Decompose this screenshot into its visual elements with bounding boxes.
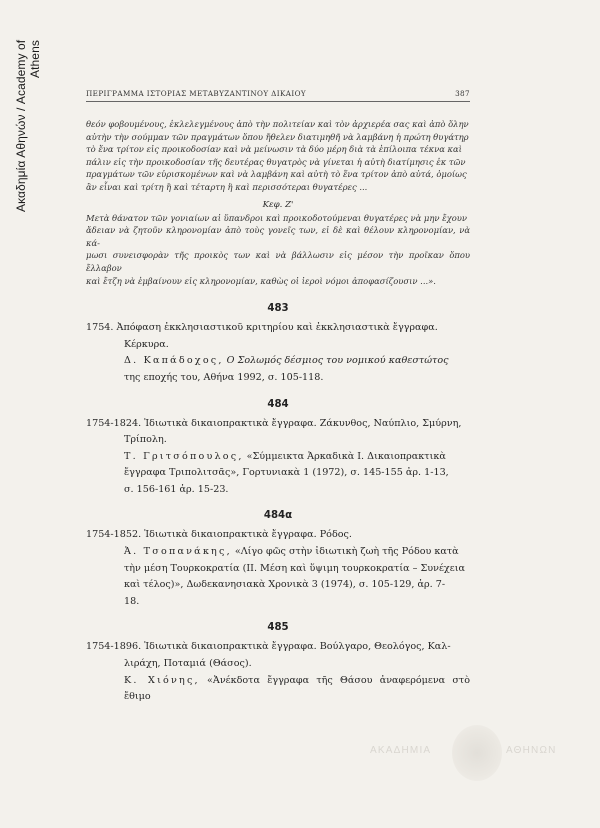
running-header bbox=[86, 89, 470, 102]
text-line: πραγμάτων τῶν εὑρισκομένων καὶ νὰ λαμβάνη καὶ αὐτὴ τὸ ἕνα τρίτον ἀπὸ αὐτά, ὁμοίως bbox=[86, 169, 467, 180]
italic-quote-1 bbox=[86, 118, 470, 194]
header-title: ΠΕΡΙΓΡΑΜΜΑ ΙΣΤΟΡΙΑΣ ΜΕΤΑΒΥΖΑΝΤΙΝΟΥ ΔΙΚΑΙΟΥ bbox=[86, 89, 307, 98]
entry-484a bbox=[86, 510, 470, 610]
text-line: Μετὰ θάνατον τῶν γονιαίων αἱ ὕπανδροι καὶ προικοδοτούμεναι θυγατέρες νὰ μην ἔχουν bbox=[86, 212, 467, 223]
ref-line: Ο Σολωμός δέσμιος του νομικού καθεστώτος bbox=[223, 355, 449, 367]
entry-number: 484α bbox=[263, 510, 293, 522]
entry-heading: 1754-1824. Ἰδιωτικὰ δικαιοπρακτικὰ ἔγγραφα. Ζάκυνθος, Ναύπλιο, Σμύρνη, bbox=[86, 417, 462, 429]
text-line: ἄδειαν νὰ ζητοῦν κληρονομίαν ἀπὸ τοὺς γονεῖς των, εἰ δὲ καὶ θέλουν κληρονομίαν, νὰ κά- bbox=[86, 225, 470, 248]
entry-heading: 1754-1852. Ἰδιωτικὰ δικαιοπρακτικὰ ἔγγραφα. Ρόδος. bbox=[86, 529, 352, 541]
text-line: θεόν φοβουμένους, ἐκλελεγμένους ἀπὸ τὴν πολιτείαν καὶ τὸν ἀρχιερέα σας καὶ ἀπὸ ὅλην bbox=[86, 119, 469, 129]
entry-reference bbox=[86, 449, 470, 466]
entry-heading-cont: λιράχη, Ποταμιά (Θάσος). bbox=[124, 658, 252, 670]
entry-heading-cont: Κέρκυρα. bbox=[124, 338, 169, 350]
ref-line: τὴν μέση Τουρκοκρατία (ΙΙ. Μέση καὶ ὕψιμη τουρκοκρατία – Συνέχεια bbox=[124, 562, 465, 574]
chapter-heading: Κεφ. Ζ' bbox=[262, 199, 294, 210]
entry-reference bbox=[86, 673, 470, 706]
entry-reference bbox=[86, 353, 470, 370]
ref-line: της εποχής του, Αθήνα 1992, σ. 105-118. bbox=[124, 371, 324, 383]
text-line: πάλιν εἰς τὴν προικοδοσίαν τῆς δευτέρας θυγατρὸς νὰ γίνεται ἡ αὐτὴ διατίμησις ἐκ τῶν bbox=[86, 156, 466, 167]
text-line: ἂν εἶναι καὶ τρίτη ἢ καὶ τέταρτη ἢ καὶ περισσότεραι θυγατέρες ... bbox=[86, 181, 368, 192]
entry-heading: 1754. Ἀπόφαση ἐκκλησιαστικοῦ κριτηρίου καὶ ἐκκλησιαστικὰ ἔγγραφα. bbox=[86, 322, 438, 334]
text-line: καὶ ἔτζη νὰ ἐμβαίνουν εἰς κληρονομίαν, καθὼς οἱ ἱεροὶ νόμοι ἀποφασίζουσιν ...». bbox=[86, 275, 436, 286]
author-name: Ἀ. Τσοπανάκης, bbox=[124, 546, 232, 558]
entry-heading-cont: Τρίπολη. bbox=[124, 434, 167, 446]
entry-number: 483 bbox=[267, 303, 289, 315]
ref-line: «Σύμμεικτα Ἀρκαδικὰ Ι. Δικαιοπρακτικὰ bbox=[243, 450, 446, 462]
text-line: μωσι συνεισφορὰν τῆς προικὸς των καὶ νὰ βάλλωσιν εἰς μέσον τὴν προῖκαν ὅπου ἔλλαβον bbox=[86, 250, 470, 273]
entry-heading: 1754-1896. Ἰδιωτικὰ δικαιοπρακτικὰ ἔγγραφα. Βούλγαρο, Θεολόγος, Καλ- bbox=[86, 641, 451, 653]
text-line: αὐτὴν τὴν σούμμαν τῶν πραγμάτων ὅπου ἤθελεν διατιμηθῆ νὰ λαμβάνη ἡ πρώτη θυγάτηρ bbox=[86, 131, 469, 142]
ref-line: 18. bbox=[124, 595, 140, 607]
ref-line: ἔγγραφα Τριπολιτσᾶς», Γορτυνιακὰ 1 (1972), σ. 145-155 ἀρ. 1-13, bbox=[124, 467, 449, 479]
entry-number: 484 bbox=[267, 398, 289, 410]
entry-number: 485 bbox=[267, 622, 289, 634]
entry-485 bbox=[86, 622, 470, 705]
text-line: τὸ ἕνα τρίτον εἰς προικοδοσίαν καὶ νὰ μείνωσιν τὰ δύο μέρη διὰ τὰ ἐπίλοιπα τέκνα καὶ bbox=[86, 144, 462, 155]
author-name: Δ. Καπάδοχος, bbox=[124, 355, 224, 367]
entry-483 bbox=[86, 303, 470, 386]
ref-line: σ. 156-161 ἀρ. 15-23. bbox=[124, 483, 229, 495]
watermark-text-left: ΑΚΑΔΗΜΙΑ bbox=[370, 745, 432, 756]
page-number: 387 bbox=[455, 89, 470, 98]
academy-watermark bbox=[370, 725, 580, 781]
author-name: Κ. Χιόνης, bbox=[124, 674, 200, 686]
entry-484 bbox=[86, 399, 470, 499]
italic-quote-2 bbox=[86, 212, 470, 288]
ref-line: «Λίγο φῶς στὴν ἰδιωτικὴ ζωὴ τῆς Ρόδου κατὰ bbox=[231, 546, 459, 558]
document-page bbox=[86, 80, 470, 706]
author-name: Τ. Γριτσόπουλος, bbox=[124, 450, 244, 462]
entry-reference bbox=[86, 544, 470, 561]
ref-line: καὶ τέλος)», Δωδεκανησιακὰ Χρονικὰ 3 (1974), σ. 105-129, ἀρ. 7- bbox=[124, 579, 446, 591]
watermark-text-right: ΑΘΗΝΩΝ bbox=[506, 745, 557, 756]
sidebar-label: Ακαδημία Αθηνών / Academy of Athens bbox=[14, 40, 42, 213]
athena-emblem-icon bbox=[452, 725, 502, 781]
ref-line: «Ἀνέκδοτα ἔγγραφα τῆς Θάσου ἀναφερόμενα στὸ ἔθιμο bbox=[124, 674, 470, 703]
